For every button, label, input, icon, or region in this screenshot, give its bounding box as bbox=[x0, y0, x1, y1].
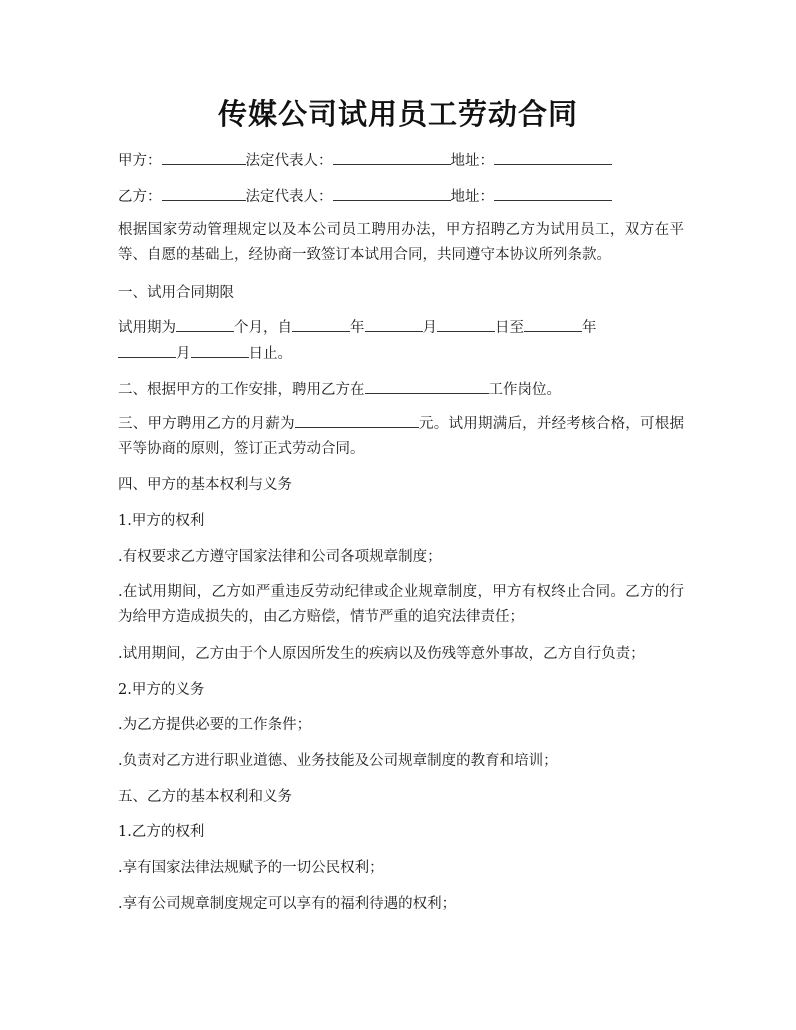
section5-right-item: .享有国家法律法规赋予的一切公民权利； bbox=[118, 860, 384, 876]
section4-right-item: .有权要求乙方遵守国家法律和公司各项规章制度； bbox=[118, 549, 442, 565]
section1-text-e: 日至 bbox=[495, 320, 524, 336]
end-year-blank bbox=[524, 315, 582, 332]
party-b-name-blank bbox=[162, 184, 246, 201]
party-a-addr-label: 地址： bbox=[450, 153, 494, 169]
party-a-line bbox=[118, 148, 688, 173]
section4-rights-heading: 1.甲方的权利 bbox=[118, 513, 205, 529]
intro-paragraph: 根据国家劳动管理规定以及本公司员工聘用办法，甲方招聘乙方为试用员工，双方在平等、自愿的基础上，经协商一致签订本试用合同，共同遵守本协议所列条款。 bbox=[118, 222, 684, 263]
party-a-rep-blank bbox=[333, 148, 451, 165]
section2-line bbox=[118, 377, 688, 402]
party-a-label: 甲方： bbox=[118, 153, 162, 169]
party-b-addr-label: 地址： bbox=[450, 189, 494, 205]
party-b-addr-blank bbox=[494, 184, 612, 201]
section2-text-b: 工作岗位。 bbox=[488, 382, 561, 398]
section4-right-item: .在试用期间，乙方如严重违反劳动纪律或企业规章制度，甲方有权终止合同。乙方的行为给甲方造成损失的，由乙方赔偿，情节严重的追究法律责任； bbox=[118, 584, 684, 625]
section1-text-d: 月 bbox=[422, 320, 437, 336]
party-a-addr-blank bbox=[494, 148, 612, 165]
section4-duty-item: .负责对乙方进行职业道德、业务技能及公司规章制度的教育和培训； bbox=[118, 753, 558, 769]
document-title: 传媒公司试用员工劳动合同 bbox=[217, 97, 578, 131]
start-day-blank bbox=[437, 315, 495, 332]
section1-heading: 一、试用合同期限 bbox=[118, 285, 234, 301]
section4-heading: 四、甲方的基本权利与义务 bbox=[118, 477, 292, 493]
section2-text-a: 二、根据甲方的工作安排，聘用乙方在 bbox=[118, 382, 365, 398]
section5-rights-heading: 1.乙方的权利 bbox=[118, 824, 205, 840]
party-b-line bbox=[118, 184, 688, 209]
section3-text-b: 元。试用期满后，并经考核合格，可根据平等协商的原则，签订正式劳动合同。 bbox=[118, 416, 685, 457]
section1-text-b: 个月，自 bbox=[234, 320, 292, 336]
section5-heading: 五、乙方的基本权利和义务 bbox=[118, 789, 292, 805]
end-month-blank bbox=[118, 341, 176, 358]
party-b-rep-label: 法定代表人： bbox=[245, 189, 333, 205]
section1-text-h: 日止。 bbox=[248, 346, 292, 362]
end-day-blank bbox=[191, 341, 249, 358]
section1-paragraph bbox=[118, 315, 684, 367]
start-month-blank bbox=[365, 315, 423, 332]
section1-text-a: 试用期为 bbox=[118, 320, 176, 336]
section4-duty-item: .为乙方提供必要的工作条件； bbox=[118, 717, 312, 733]
party-a-name-blank bbox=[162, 148, 246, 165]
position-blank bbox=[365, 377, 489, 394]
party-b-rep-blank bbox=[333, 184, 451, 201]
section1-text-g: 月 bbox=[176, 346, 191, 362]
months-blank bbox=[176, 315, 234, 332]
salary-blank bbox=[295, 411, 419, 428]
section3-text-a: 三、甲方聘用乙方的月薪为 bbox=[118, 416, 295, 432]
section3-paragraph bbox=[118, 411, 684, 462]
section4-duties-heading: 2.甲方的义务 bbox=[118, 682, 205, 698]
section1-text-c: 年 bbox=[350, 320, 365, 336]
start-year-blank bbox=[292, 315, 350, 332]
section5-right-item: .享有公司规章制度规定可以享有的福利待遇的权利； bbox=[118, 896, 457, 912]
party-b-label: 乙方： bbox=[118, 189, 162, 205]
party-a-rep-label: 法定代表人： bbox=[245, 153, 333, 169]
section1-text-f: 年 bbox=[582, 320, 597, 336]
section4-right-item: .试用期间，乙方由于个人原因所发生的疾病以及伤残等意外事故，乙方自行负责； bbox=[118, 646, 645, 662]
